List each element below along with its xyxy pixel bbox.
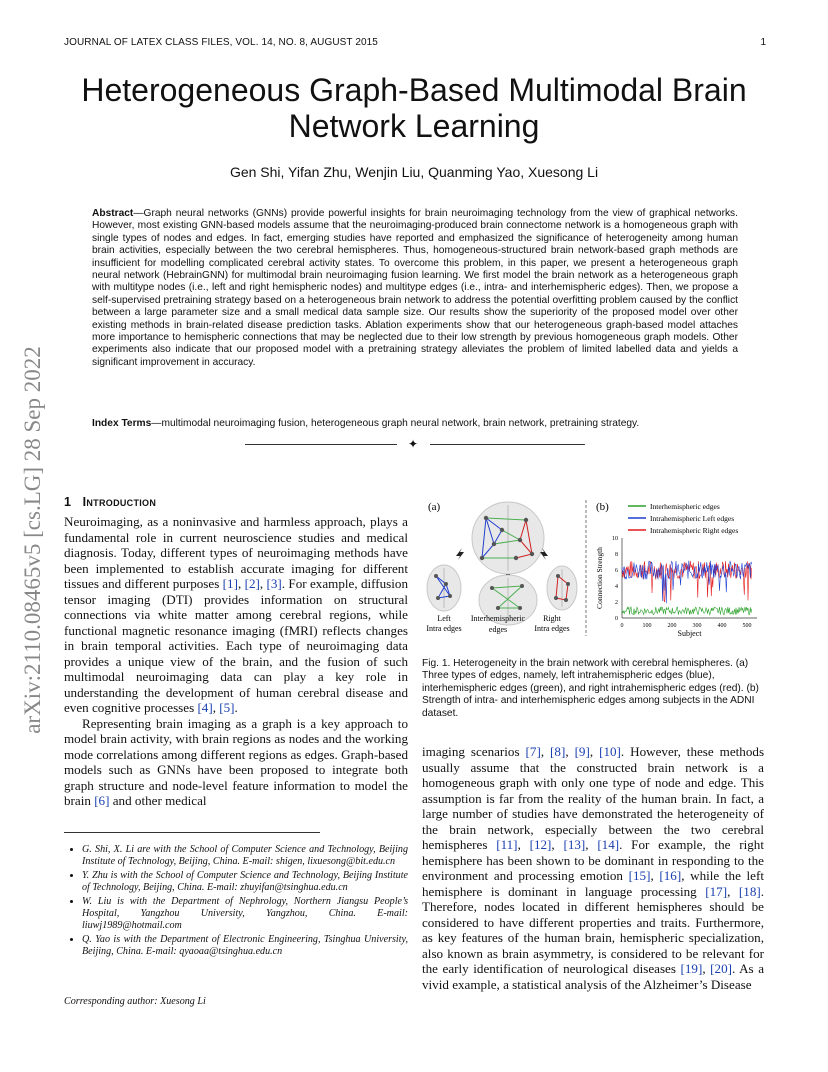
figure-1-graphic xyxy=(422,496,764,648)
graph-node xyxy=(520,584,524,588)
graph-node xyxy=(518,538,522,542)
graph-node xyxy=(524,518,528,522)
right-column-paragraph xyxy=(422,744,764,992)
citation-link[interactable]: [16] xyxy=(659,868,682,883)
citation-link[interactable]: [11] xyxy=(496,837,518,852)
arxiv-stamp xyxy=(18,300,48,780)
citation-link[interactable]: [1] xyxy=(222,576,238,591)
graph-node xyxy=(518,606,522,610)
citation-link[interactable]: [6] xyxy=(94,793,110,808)
body-text: , xyxy=(551,837,564,852)
citation-link[interactable]: [17] xyxy=(705,883,728,899)
index-terms-text: —multimodal neuroimaging fusion, heterogeneous graph neural network, brain network, pretraining strategy. xyxy=(151,418,640,429)
body-text: . xyxy=(234,700,238,715)
y-tick-label: 4 xyxy=(615,584,618,590)
citation-link[interactable]: [18] xyxy=(738,883,761,899)
abstract-text: —Graph neural networks (GNNs) provide powerful insights for brain neuroimaging technology from the view of graphical networks. However, most existing GNN-based models assume that the neuroimaging-produced brain connectome network is a homogeneous graph with single types of nodes and edges. In fact, emerging studies have reported and emphasized the significance of heterogeneity among human brain activities, especially between the two cerebral hemispheres. Thus, homogeneous-structured brain network-based graph methods are insufficient for modelling complicated cerebral activity states. To overcome this problem, in this paper, we present a heterogeneous graph neural network (HebrainGNN) for multimodal brain neuroimaging fusion learning. We first model the brain network as a heterogeneous graph with multitype nodes (i.e., left and right hemispheric nodes) and multitype edges (i.e., intra- and interhemispheric edges). Then, we propose a self-supervised pretraining strategy based on a heterogeneous brain network to address the potential overfitting problem caused by the conflict between a large parameter size and a small medical data sample size. Our results show the superiority of the proposed model over other existing methods in brain-related disease prediction tasks. Ablation experiments show that our heterogeneous graph-based model attaches more importance to hemispheric connections that may be neglected due to their low strength by previous homogeneous graph models. Other experiments also indicate that our proposed model with a pretraining strategy alleviates the problem of limited labelled data and yields a significant improvement in accuracy. xyxy=(92,208,738,368)
section-divider xyxy=(245,438,585,450)
citation-link[interactable]: [7] xyxy=(525,744,541,759)
intro-paragraph-2 xyxy=(64,716,408,809)
legend-entry: Intrahemispheric Left edges xyxy=(650,514,735,523)
x-tick-label: 300 xyxy=(692,623,702,629)
arrow-down-left-icon xyxy=(456,548,464,560)
graph-node xyxy=(556,574,560,578)
body-text: , xyxy=(589,744,600,759)
figure-1 xyxy=(422,496,764,648)
abstract-label: Abstract xyxy=(92,208,134,219)
x-tick-label: 0 xyxy=(620,623,624,629)
x-tick-label: 400 xyxy=(717,623,727,629)
body-text: , xyxy=(565,744,575,759)
body-text: , while the left hemisphere is dominant in language processing xyxy=(422,868,764,899)
panel-b-label: (b) xyxy=(596,501,609,513)
body-text: . However, these methods usually assume that the constructed brain network is a homogeneous graph with only one type of node and edge. This assumption is far from the reality of the human brain. In fact, a large number of studies have demonstrated the heterogeneity of the brain network, especially between the two cerebral hemispheres xyxy=(422,744,765,852)
section-number: 1 xyxy=(64,495,72,509)
footnote-item: • G. Shi, X. Li are with the School of Computer Science and Technology, Beijing Institute of Technology, Beijing, China. E-mail: shigen, lixuesong@bit.edu.cn xyxy=(82,844,408,868)
citation-link[interactable]: [15] xyxy=(628,868,651,883)
legend-entry: Intrahemispheric Right edges xyxy=(650,526,739,535)
citation-link[interactable]: [12] xyxy=(529,837,552,852)
panel-a-label: (a) xyxy=(428,501,441,513)
body-text: , xyxy=(212,700,220,715)
series-line-0 xyxy=(622,607,752,615)
affiliation-footnotes xyxy=(64,844,408,960)
body-text: imaging scenarios xyxy=(422,744,526,759)
body-text: , xyxy=(727,883,739,899)
section-title: Introduction xyxy=(82,495,157,509)
body-text: , xyxy=(650,868,660,883)
x-tick-label: 200 xyxy=(667,623,677,629)
body-text: . As a vivid example, a statistical analysis of the Alzheimer’s Disease xyxy=(422,961,765,992)
panel-a-caption-text: Interhemispheric xyxy=(470,614,526,623)
author-list: Gen Shi, Yifan Zhu, Wenjin Liu, Quanming Yao, Xuesong Li xyxy=(229,164,599,180)
x-axis-label: Subject xyxy=(677,629,702,638)
y-tick-label: 6 xyxy=(615,568,618,574)
graph-node xyxy=(480,556,484,560)
graph-node xyxy=(514,556,518,560)
panel-a-caption-text: edges xyxy=(488,625,508,634)
graph-node xyxy=(444,582,448,586)
page-number: 1 xyxy=(760,37,766,48)
body-text: . For example, diffusion tensor imaging (DTI) provides information on structural connections via white matter among cerebral regions, while functional magnetic resonance imaging (fMRI) reflects changes in brain temporal activities. Each type of neuroimaging data provides a unique view of the brain, and the fusion of such multimodal neuroimaging data can play a key role in understanding the development of human cerebral disease and even cognitive processes xyxy=(64,576,409,715)
corresponding-author: Corresponding author: Xuesong Li xyxy=(64,996,206,1007)
figure-caption: Fig. 1. Heterogeneity in the brain network with cerebral hemispheres. (a) Three types of edges, namely, left intrahemispheric edges (blue), interhemispheric edges (green), and right intrahemispheric edges (red). (b) Strength of intra- and interhemispheric edges among subjects in the ADNI dataset. xyxy=(422,658,759,719)
y-tick-label: 0 xyxy=(615,616,618,622)
abstract xyxy=(92,208,738,369)
body-text: , xyxy=(517,837,530,852)
paper-title: Heterogeneous Graph-Based Multimodal Brain Network Learning xyxy=(81,72,747,144)
body-text: , xyxy=(237,576,245,591)
y-axis-label: Connection Strength xyxy=(595,547,604,609)
graph-node xyxy=(434,574,438,578)
graph-node xyxy=(492,542,496,546)
graph-node xyxy=(500,528,504,532)
citation-link[interactable]: [19] xyxy=(680,961,703,976)
diamond-icon: ✦ xyxy=(408,437,419,451)
graph-node xyxy=(566,582,570,586)
panel-a-caption-text: Intra edges xyxy=(534,624,570,633)
footnote-item: • Q. Yao is with the Department of Electronic Engineering, Tsinghua University, Beijing, China. E-mail: qyaoaa@tsinghua.edu.cn xyxy=(82,934,408,958)
index-terms-label: Index Terms xyxy=(92,418,152,429)
y-tick-label: 8 xyxy=(615,552,618,558)
citation-link[interactable]: [14] xyxy=(597,837,620,852)
body-text: . For example, the right hemisphere has been shown to be dominant in responding to the environment and processing emotion xyxy=(422,837,764,883)
body-text: . Therefore, nodes located in different hemispheres should be considered to have different properties and traits. Furthermore, as key features of the human brain, hemispheric specialization, also known as brain asymmetry, is considered to be relevant for the early identification of neurological diseases xyxy=(422,883,765,976)
citation-link[interactable]: [2] xyxy=(244,576,260,591)
right-column-body xyxy=(422,744,764,992)
body-text: , xyxy=(585,837,598,852)
citation-link[interactable]: [4] xyxy=(197,700,213,715)
graph-node xyxy=(554,596,558,600)
intro-paragraph-1 xyxy=(64,514,408,716)
citation-link[interactable]: [3] xyxy=(266,576,282,591)
footnote-item: • Y. Zhu is with the School of Computer Science and Technology, Beijing Institute of Technology, Beijing, China. E-mail: zhuyifan@tsinghua.edu.cn xyxy=(82,870,408,894)
footnote-item: • W. Liu is with the Department of Nephrology, Northern Jiangsu People’s Hospital, Yangzhou University, Yangzhou, China. E-mail: liuwj1989@hotmail.com xyxy=(82,896,408,932)
citation-link[interactable]: [20] xyxy=(710,961,732,976)
graph-node xyxy=(490,586,494,590)
y-tick-label: 2 xyxy=(615,600,618,606)
body-text: , xyxy=(259,576,267,591)
graph-node xyxy=(448,594,452,598)
legend-entry: Interhemispheric edges xyxy=(650,502,720,511)
x-tick-label: 100 xyxy=(642,623,652,629)
graph-node xyxy=(436,596,440,600)
citation-link[interactable]: [9] xyxy=(574,744,590,759)
running-head: JOURNAL OF LATEX CLASS FILES, VOL. 14, NO. 8, AUGUST 2015 xyxy=(64,37,378,48)
y-tick-label: 10 xyxy=(612,536,618,542)
index-terms xyxy=(92,418,738,430)
body-text: , xyxy=(540,744,551,759)
body-text: , xyxy=(702,961,711,976)
graph-node xyxy=(564,598,568,602)
footnote-rule xyxy=(64,832,320,833)
panel-a-caption-text: Left xyxy=(437,614,451,623)
body-text: and other medical xyxy=(109,793,207,808)
body-text: Neuroimaging, as a noninvasive and harmless approach, plays a fundamental role in current neuroscience studies and medical diagnosis. Today, different types of neuroimaging methods have been implemented to establish accurate imaging for different tissues and different purposes xyxy=(64,514,408,591)
graph-node xyxy=(530,552,534,556)
graph-node xyxy=(496,606,500,610)
left-column-body xyxy=(64,514,408,809)
citation-link[interactable]: [10] xyxy=(599,744,621,759)
series-line-2 xyxy=(622,561,752,602)
citation-link[interactable]: [8] xyxy=(550,744,566,759)
section-heading xyxy=(64,495,156,509)
graph-node xyxy=(484,516,488,520)
panel-a-caption-text: Intra edges xyxy=(426,624,462,633)
citation-link[interactable]: [13] xyxy=(563,837,586,852)
panel-a-caption-text: Right xyxy=(543,614,561,623)
x-tick-label: 500 xyxy=(742,623,752,629)
arxiv-identifier: arXiv:2110.08465v5 [cs.LG] 28 Sep 2022 xyxy=(20,346,45,734)
citation-link[interactable]: [5] xyxy=(219,700,235,715)
body-text: Representing brain imaging as a graph is a key approach to model brain activity, with brain regions as nodes and the working mode correlations among different regions as edges. Graph-based models such as GNNs have been proposed to integrate both graph structure and node-level feature information to model the brain xyxy=(64,715,408,808)
